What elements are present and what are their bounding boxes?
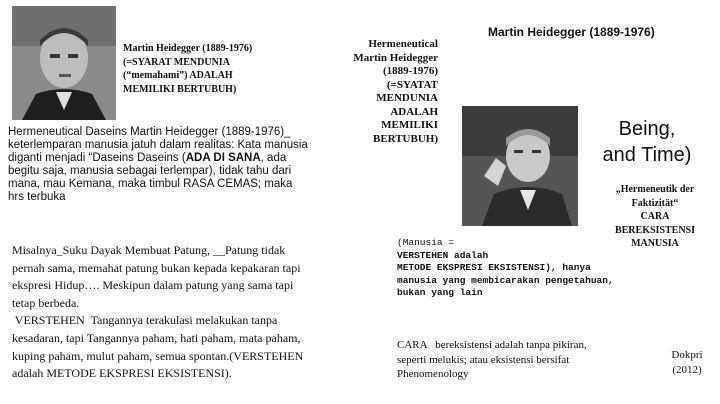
credit-name: Dokpri xyxy=(671,349,703,361)
credit-year: (2012) xyxy=(672,363,702,376)
middle-caption-line: BERTUBUH) xyxy=(372,132,438,145)
middle-caption-line: MEMILIKI xyxy=(381,119,438,131)
middle-caption-line: (=SYATAT xyxy=(386,78,438,91)
left-caption xyxy=(123,42,252,96)
main-paragraph-line: VERSTEHEN Tangannya terakulasi melakukan tanpa xyxy=(12,313,278,328)
cara-line: seperti melukis; atau eksistensi bersifat xyxy=(397,353,570,366)
dasein-paragraph xyxy=(8,126,310,204)
book-title-line: and Time) xyxy=(602,144,692,166)
heidegger-portrait-left xyxy=(12,6,116,120)
main-paragraph-line: kuping paham, mulut paham, semua spontan.(VERSTEHEN xyxy=(12,348,304,363)
middle-caption-line: ADALAH xyxy=(390,105,438,118)
left-caption-line: MEMILIKI BERTUBUH) xyxy=(123,83,237,95)
middle-caption-line: MENDUNIA xyxy=(376,92,438,104)
left-caption-line: Martin Heidegger (1889-1976) xyxy=(123,43,253,54)
middle-caption-line: Martin Heidegger xyxy=(353,51,438,64)
mono-line: manusia yang membicarakan pengetahuan, xyxy=(397,274,614,286)
mono-line: VERSTEHEN adalah xyxy=(397,249,489,261)
cara-line: Phenomenology xyxy=(397,368,469,380)
dasein-text-part2: , ada begitu saja, manusia sebagai terlempar), tidak tahu dari mana, mau Kemana, maka timbul RASA CEMAS; maka hrs terbuka xyxy=(8,152,293,203)
portrait-right-image xyxy=(462,106,578,226)
book-subtitle-line: CARA xyxy=(640,211,670,222)
main-paragraph-line: tetap berbeda. xyxy=(12,295,80,310)
left-caption-line: (“memahami”) ADALAH xyxy=(123,70,233,81)
cara-line: CARA bereksistensi adalah tanpa pikiran, xyxy=(397,339,587,351)
portrait-left-image xyxy=(12,6,116,120)
heidegger-portrait-right xyxy=(462,106,578,226)
middle-caption-line: Hermeneutical xyxy=(368,38,438,50)
book-title xyxy=(580,116,714,168)
verstehen-mono-block xyxy=(397,237,614,300)
main-paragraph-line: ekspresi Hidup…. Meskipun dalam patung yang sama tapi xyxy=(12,278,294,293)
middle-caption xyxy=(318,38,438,146)
book-title-line: Being, xyxy=(618,118,676,140)
main-paragraph-line: adalah METODE EKSPRESI EKSISTENSI). xyxy=(12,366,232,381)
main-paragraph-line: pernah sama, memahat patung bukan kepada kepakaran tapi xyxy=(12,260,301,275)
book-subtitle-line: BEREKSISTENSI xyxy=(614,224,696,236)
book-subtitle-line: MANUSIA xyxy=(631,238,679,249)
middle-caption-line: (1889-1976) xyxy=(383,65,438,77)
book-subtitle-line: Faktizität“ xyxy=(631,197,679,209)
photo-credit xyxy=(660,348,714,377)
mono-line: bukan yang lain xyxy=(397,287,483,298)
book-subtitle-line: „Hermeneutik der xyxy=(615,184,695,195)
dasein-text-part1: Hermeneutical Daseins Martin Heidegger (1889-1976)_ keterlemparan manusia jatuh dalam realitas: Kata manusia diganti menjadi “Daseins Daseins ( xyxy=(8,126,308,164)
mono-line: (Manusia = xyxy=(397,237,455,248)
top-right-title: Martin Heidegger (1889-1976) xyxy=(488,25,655,39)
mono-line: METODE EKSPRESI EKSISTENSI), hanya xyxy=(397,262,591,273)
dasein-text-bold: ADA DI SANA xyxy=(185,152,261,164)
cara-paragraph xyxy=(397,338,587,382)
main-paragraph-line: kesadaran, tapi Tangannya paham, hati paham, mata paham, xyxy=(12,330,301,345)
main-paragraph xyxy=(12,242,303,383)
main-paragraph-line: Misalnya_Suku Dayak Membuat Patung, __Patung tidak xyxy=(12,243,286,257)
left-caption-line: (=SYARAT MENDUNIA xyxy=(123,56,230,68)
